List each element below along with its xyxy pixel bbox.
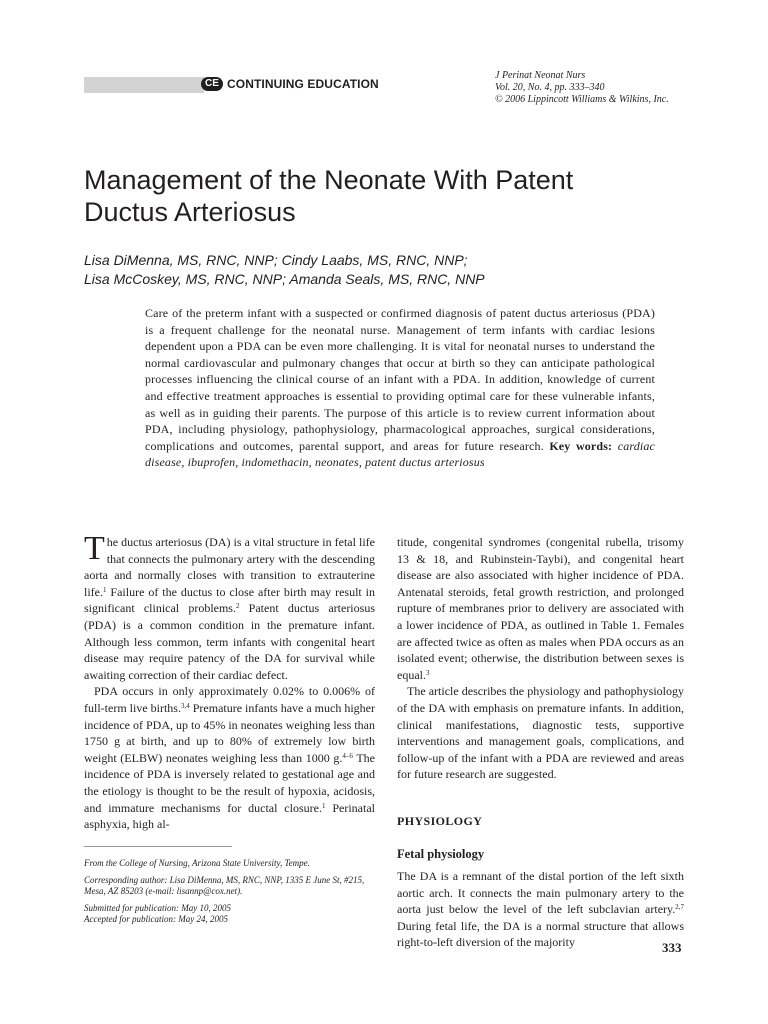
abstract [145, 305, 655, 471]
body-column-right [397, 534, 684, 951]
citation: 1 [103, 585, 107, 594]
affiliation-note: From the College of Nursing, Arizona State University, Tempe. [84, 858, 310, 868]
keywords: cardiac disease, ibuprofen, indomethacin, neonates, patent ductus arteriosus [145, 438, 656, 470]
incidence-text-a: PDA occurs in only approximately 0.02% to 0.006% of full-term live births. [84, 684, 375, 715]
author-list [84, 251, 644, 289]
citation: 3 [426, 668, 430, 677]
journal-volume: Vol. 20, No. 4, pp. 333–340 [495, 82, 605, 93]
section-label: CONTINUING EDUCATION [227, 77, 379, 91]
citation: 1 [321, 801, 326, 810]
incidence-text-b: Premature infants have a much higher incidence of PDA, up to 45% in neonates weighing less than 1750 g at birth, and up to 80% of extremely low birth weight (ELBW) neonates weighing less than 1000 g. [84, 700, 376, 765]
footnote-divider [84, 846, 232, 847]
body-paragraph-overview: The article describes the physiology and pathophysiology of the DA with emphasis on premature infants. In addition, clinical manifestations, diagnostic tests, supportive interventions and management goals, complications, and follow-up of the infant with a PDA are reviewed and areas for future research are suggested. [397, 684, 684, 782]
intro-text-c: Patent ductus arteriosus (PDA) is a common condition in the premature infant. Although less common, term infants with congenital heart disease may require patency of the DA for survival while awaiting correction of their cardiac defect. [84, 601, 375, 682]
drop-cap: T [84, 530, 105, 567]
citation: 2 [235, 602, 240, 611]
ce-badge: CE [201, 77, 223, 91]
section-heading-physiology: PHYSIOLOGY [397, 813, 483, 828]
citation: 2,7 [675, 903, 684, 912]
body-paragraph-continued [397, 534, 684, 683]
corresponding-author-note: Corresponding author: Lisa DiMenna, MS, RNC, NNP, 1335 E June St, #215, Mesa, AZ 85203 (e-mail: lisannp@cox.net). [84, 874, 365, 896]
authors-line-1: Lisa DiMenna, MS, RNC, NNP; Cindy Laabs, MS, RNC, NNP; [84, 252, 468, 268]
fetal-text-a: The DA is a remnant of the distal portion of the left sixth aortic arch. It connects the main pulmonary artery to the aorta just below the level of the left subclavian artery. [397, 869, 684, 917]
intro-paragraph-1 [84, 530, 375, 683]
citation: 3,4 [180, 701, 190, 710]
continued-text: titude, congenital syndromes (congenital rubella, trisomy 13 & 18, and Rubinstein-Taybi), and congenital heart disease are also associated with higher incidence of PDA. Antenatal steroids, fetal growth restriction, and prolonged rupture of membranes prior to delivery are associated with a lower incidence of PDA, as outlined in Table 1. Females are affected twice as often as males when PDA occurs as an isolated event; otherwise, the distribution between sexes is equal. [397, 535, 684, 682]
submitted-date: Submitted for publication: May 10, 2005 [84, 902, 231, 913]
incidence-text-c: The incidence of PDA is inversely related to gestational age and the etiology is thought to be the result of hypoxia, acidosis, and immature mechanisms for ductal closure. [84, 750, 375, 815]
keywords-label: Key words: [549, 438, 613, 453]
footnotes [84, 858, 375, 931]
intro-text-a: he ductus arteriosus (DA) is a vital structure in fetal life that connects the pulmonary artery with the descending aorta and normally closes with transition to extrauterine life. [84, 535, 375, 599]
citation: 4–6 [342, 751, 353, 760]
subheading-fetal-physiology: Fetal physiology [397, 846, 485, 861]
journal-name: J Perinat Neonat Nurs [495, 70, 586, 81]
header-shade-bar [84, 77, 204, 93]
intro-paragraph-2 [84, 683, 375, 832]
intro-text-b: Failure of the ductus to close after birth may result in significant clinical problems. [84, 584, 375, 616]
body-column-left [84, 530, 376, 833]
fetal-text-b: During fetal life, the DA is a normal structure that allows right-to-left diversion of the majority [397, 918, 684, 950]
abstract-text: Care of the preterm infant with a suspected or confirmed diagnosis of patent ductus arteriosus (PDA) is a frequent challenge for the neonatal nurse. Management of term infants with cardiac lesions dependent upon a PDA can be even more challenging. It is vital for neonatal nurses to understand the normal cardiovascular and pulmonary changes that occur at birth so they can anticipate pathological processes influencing the clinical course of an infant with a PDA. In addition, knowledge of current and effective treatment approaches is essential to providing optimal care for these vulnerable infants, as well as in guiding their parents. The purpose of this article is to review current information about PDA, including physiology, pathophysiology, pharmacological approaches, surgical considerations, complications and outcomes, parental support, and areas for future research. [145, 306, 655, 453]
journal-citation [495, 70, 669, 106]
journal-copyright: © 2006 Lippincott Williams & Wilkins, Inc. [495, 94, 669, 105]
fetal-physiology-paragraph [397, 868, 684, 951]
accepted-date: Accepted for publication: May 24, 2005 [84, 914, 228, 924]
authors-line-2: Lisa McCoskey, MS, RNC, NNP; Amanda Seals, MS, RNC, NNP [84, 271, 485, 287]
page-number: 333 [662, 940, 682, 955]
incidence-text-d: Perinatal asphyxia, high al- [84, 800, 375, 832]
article-title: Management of the Neonate With Patent Ductus Arteriosus [84, 165, 574, 227]
